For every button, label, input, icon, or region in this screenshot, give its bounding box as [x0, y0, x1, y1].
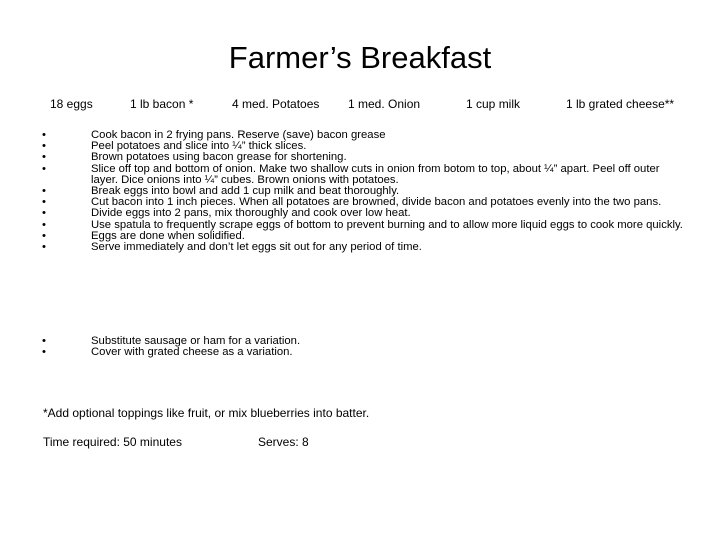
step-item	[0, 164, 683, 186]
bullet: •	[42, 129, 46, 141]
serves: Serves: 8	[258, 435, 309, 449]
bullet: •	[42, 241, 46, 254]
ingredient-milk: 1 cup milk	[466, 97, 521, 111]
ingredient-potatoes: 4 med. Potatoes	[232, 97, 320, 111]
bullet: •	[42, 207, 46, 220]
ingredient-cheese: 1 lb grated cheese**	[566, 97, 675, 111]
time-required: Time required: 50 minutes	[43, 435, 182, 449]
variation-text: Cover with grated cheese as a variation.	[91, 346, 293, 359]
bullet: •	[42, 162, 46, 175]
bullet: •	[42, 335, 46, 347]
variation-text: Substitute sausage or ham for a variation.	[91, 335, 301, 347]
variations-list	[0, 336, 720, 358]
step-text: Peel potatoes and slice into ¼” thick slices.	[91, 140, 307, 153]
ingredient-eggs: 18 eggs	[50, 97, 93, 111]
step-text: Cook bacon in 2 frying pans. Reserve (save) bacon grease	[91, 129, 386, 141]
step-text: Eggs are done when solidified.	[91, 229, 245, 242]
step-text: Brown potatoes using bacon grease for shortening.	[91, 151, 347, 164]
steps-list	[0, 130, 720, 253]
variation-item	[0, 347, 683, 358]
bullet: •	[42, 151, 46, 164]
bullet: •	[42, 140, 46, 153]
step-text: Serve immediately and don’t let eggs sit out for any period of time.	[91, 241, 422, 254]
step-text: Divide eggs into 2 pans, mix thoroughly and cook over low heat.	[91, 207, 411, 220]
recipe-title: Farmer’s Breakfast	[228, 40, 492, 75]
step-text: Slice off top and bottom of onion. Make two shallow cuts in onion from botom to top, about ¼” apart. Peel off outer layer. Dice onions into ¼” cubes. Brown onions with potatoes.	[91, 162, 660, 186]
ingredient-onion: 1 med. Onion	[348, 97, 421, 111]
bullet: •	[42, 229, 46, 242]
bullet: •	[42, 218, 46, 231]
step-item	[0, 242, 683, 253]
bullet: •	[42, 196, 46, 209]
step-text: Use spatula to frequently scrape eggs of bottom to prevent burning and to allow more liquid eggs to cook more quickly.	[91, 218, 683, 231]
footnote: *Add optional toppings like fruit, or mix blueberries into batter.	[43, 406, 370, 420]
bullet: •	[42, 346, 46, 359]
step-text: Cut bacon into 1 inch pieces. When all potatoes are browned, divide bacon and potatoes evenly into the two pans.	[91, 196, 662, 209]
bullet: •	[42, 185, 46, 198]
step-text: Break eggs into bowl and add 1 cup milk and beat thoroughly.	[91, 185, 400, 198]
ingredient-bacon: 1 lb bacon *	[130, 97, 194, 111]
